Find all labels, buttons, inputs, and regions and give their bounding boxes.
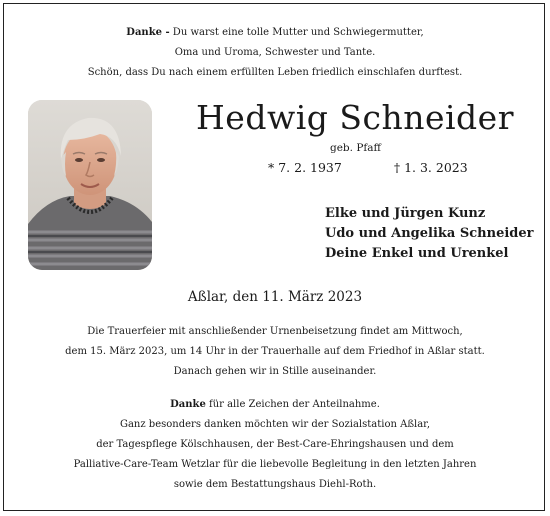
- thanks-line-2: Ganz besonders danken möchten wir der Sozialstation Aßlar,: [119, 419, 431, 430]
- intro-line-2: Oma und Uroma, Schwester und Tante.: [174, 47, 376, 58]
- life-dates: [268, 160, 468, 175]
- thanks-line-5: sowie dem Bestattungshaus Diehl-Roth.: [173, 479, 377, 490]
- mourner-line: Elke und Jürgen Kunz: [325, 206, 486, 221]
- mourner-line: Udo und Angelika Schneider: [325, 226, 534, 241]
- intro-danke: Danke -: [126, 27, 170, 38]
- intro-line-3: Schön, dass Du nach einem erfüllten Leben friedlich einschlafen durftest.: [87, 67, 463, 78]
- portrait-photo: [28, 100, 152, 270]
- funeral-line-1: Die Trauerfeier mit anschließender Urnenbeisetzung findet am Mittwoch,: [87, 326, 463, 337]
- funeral-line-3: Danach gehen wir in Stille auseinander.: [173, 366, 377, 377]
- mourners-list: [325, 204, 534, 264]
- place-date: Aßlar, den 11. März 2023: [187, 289, 363, 305]
- thanks-line-4: Palliative-Care-Team Wetzlar für die liebevolle Begleitung in den letzten Jahren: [73, 459, 477, 470]
- portrait-illustration: [28, 100, 152, 270]
- thanks-danke: Danke: [170, 399, 206, 410]
- intro-line-1: [0, 23, 550, 43]
- thanks-line-1-text: für alle Zeichen der Anteilnahme.: [205, 399, 380, 410]
- death-date: † 1. 3. 2023: [393, 160, 468, 175]
- intro-line-1-text: Du warst eine tolle Mutter und Schwiegermutter,: [169, 27, 424, 38]
- thanks-line-1: [0, 395, 550, 415]
- thanks-line-3: der Tagespflege Kölschhausen, der Best-Care-Ehringshausen und dem: [96, 439, 454, 450]
- deceased-name: Hedwig Schneider: [196, 98, 514, 137]
- funeral-line-2: dem 15. März 2023, um 14 Uhr in der Trauerhalle auf dem Friedhof in Aßlar statt.: [65, 346, 485, 357]
- birth-name: geb. Pfaff: [330, 142, 382, 154]
- birth-date: * 7. 2. 1937: [268, 160, 342, 175]
- mourner-line: Deine Enkel und Urenkel: [325, 246, 509, 261]
